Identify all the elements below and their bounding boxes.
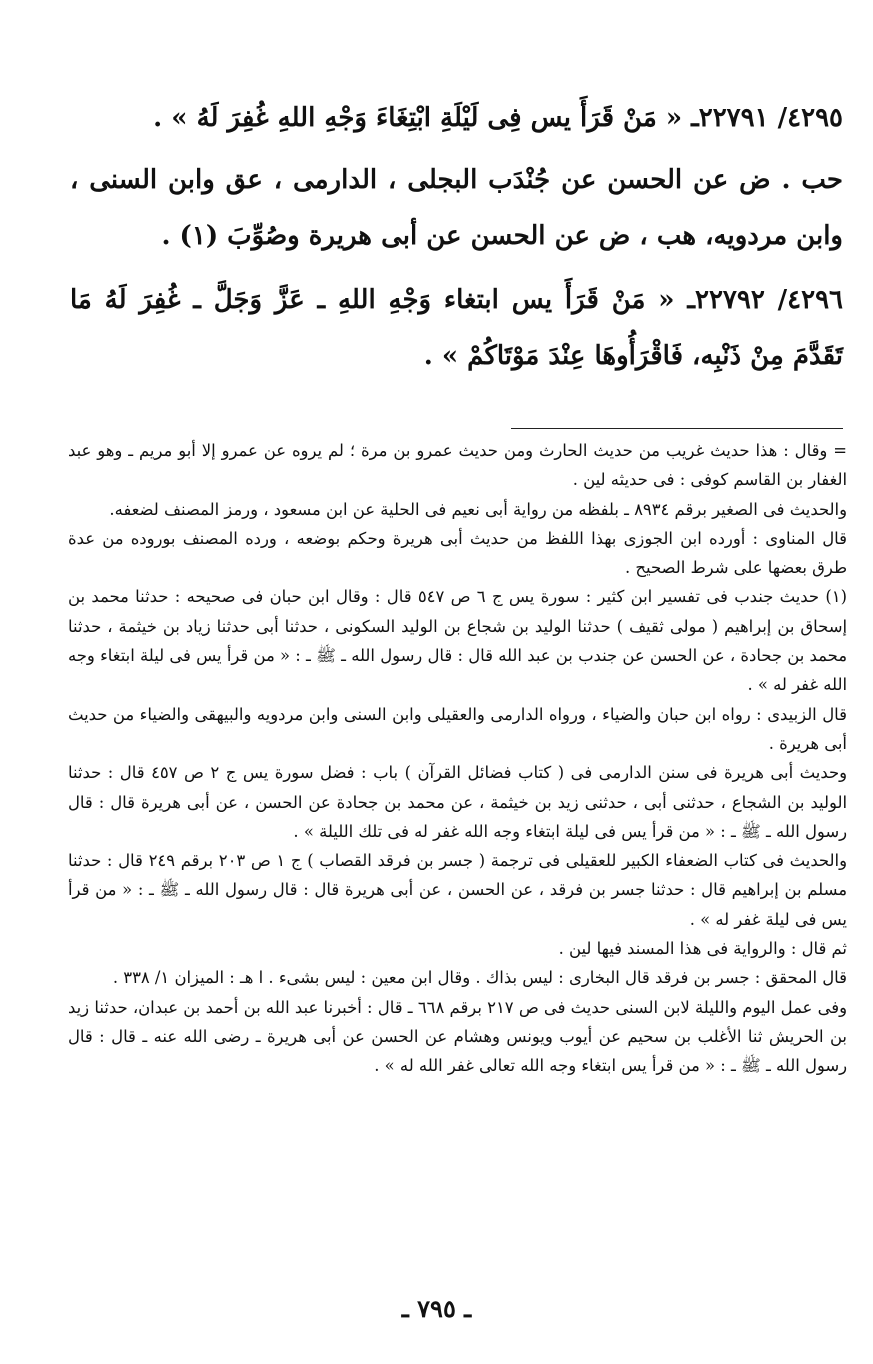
footnotes bbox=[68, 436, 847, 1081]
footnote-paragraph: قال الزبيدى : رواه ابن حبان والضياء ، ورواه الدارمى والعقيلى وابن السنى وابن مردويه والبيهقى والضياء من حديث أبى هريرة . bbox=[68, 704, 847, 753]
footnote-paragraph: = وقال : هذا حديث غريب من حديث الحارث ومن حديث عمرو بن مرة ؛ لم يروه عن عمرو إلا أبو مريم ـ وهو عبد الغفار بن القاسم كوفى : فى حديثه لين . bbox=[68, 441, 847, 490]
footnote-paragraph: قال المحقق : جسر بن فرقد قال البخارى : ليس بذاك . وقال ابن معين : ليس بشىء . ا هـ : الميزان ١/ ٣٣٨ . bbox=[112, 968, 847, 988]
footnote-paragraph: قال المناوى : أورده ابن الجوزى بهذا اللفظ من حديث أبى هريرة وحكم بوضعه ، ورده المصنف بوروده من عدة طرق بعضها على شرط الصحيح . bbox=[68, 528, 847, 578]
footnote-paragraph: والحديث فى الصغير برقم ٨٩٣٤ ـ بلفظه من رواية أبى نعيم فى الحلية عن ابن مسعود ، ورمز المصنف لضعفه. bbox=[109, 499, 847, 519]
hadith-4295: ٤٢٩٥/ ٢٢٧٩١ـ « مَنْ قَرَأَ يس فِى لَيْلَةِ ابْتِغَاءَ وَجْهِ اللهِ غُفِرَ لَهُ » . bbox=[153, 103, 843, 133]
footnote-paragraph: وفى عمل اليوم والليلة لابن السنى حديث فى ص ٢١٧ برقم ٦٦٨ ـ قال : أخبرنا عبد الله بن أحمد بن عبدان، حدثنا زيد بن الحريش ثنا الأغلب بن سحيم عن أيوب ويونس وهشام عن الحسن عن أبى هريرة ـ رضى الله عنه ـ قال : قال رسول الله ـ ﷺ ـ : « من قرأ يس ابتغاء وجه الله تعالى غفر الله له » . bbox=[68, 997, 848, 1076]
footnote-separator bbox=[511, 428, 843, 429]
hadith-4296: ٤٢٩٦/ ٢٢٧٩٢ـ « مَنْ قَرَأَ يس ابتغاء وَجْهِ اللهِ ـ عَزَّ وَجَلَّ ـ غُفِرَ لَهُ مَا تَقَدَّمَ مِنْ ذَنْبِه، فَاقْرَأُوهَا عِنْدَ مَوْتَاكُمْ » . bbox=[70, 285, 843, 371]
footnote-paragraph: والحديث فى كتاب الضعفاء الكبير للعقيلى فى ترجمة ( جسر بن فرقد القصاب ) ج ١ ص ٢٠٣ برقم ٢٤٩ قال : حدثنا مسلم بن إبراهيم قال : حدثنا جسر بن فرقد ، عن الحسن ، عن أبى هريرة قال : قال رسول الله ـ ﷺ ـ : « من قرأ يس فى ليلة غفر له » . bbox=[68, 851, 847, 929]
footnote-paragraph: وحديث أبى هريرة فى سنن الدارمى فى ( كتاب فضائل القرآن ) باب : فضل سورة يس ج ٢ ص ٤٥٧ قال : حدثنا الوليد بن الشجاع ، حدثنى أبى ، حدثنى زيد بن خيثمة ، عن محمد بن جحادة عن الحسن ، عن أبى هريرة قال : قال رسول الله ـ ﷺ ـ : « من قرأ يس فى ليلة ابتغاء وجه الله غفر له فى تلك الليلة » . bbox=[68, 763, 847, 841]
footnote-paragraph: ثم قال : والرواية فى هذا المسند فيها لين . bbox=[558, 939, 847, 959]
page-number: ـ ٧٩٥ ـ bbox=[401, 1294, 472, 1323]
hadith-4295-sources: حب . ض عن الحسن عن جُنْدَب البجلى ، الدارمى ، عق وابن السنى ، وابن مردويه، هب ، ض عن الحسن عن أبى هريرة وصُوِّبَ (١) . bbox=[70, 165, 843, 251]
main-text bbox=[70, 90, 843, 390]
footnote-1: (١) حديث جندب فى تفسير ابن كثير : سورة يس ج ٦ ص ٥٤٧ قال : وقال ابن حبان فى صحيحه : حدثنا محمد بن إسحاق بن إبراهيم ( مولى ثقيف ) حدثنا الوليد بن شجاع بن الوليد السكونى ، حدثنا أبى حدثنا زياد بن خيثمة ، حدثنا محمد بن جحادة ، عن الحسن عن جندب بن عبد الله قال : قال رسول الله ـ ﷺ ـ : « من قرأ يس فى ليلة ابتغاء وجه الله غفر له » . bbox=[68, 587, 847, 695]
